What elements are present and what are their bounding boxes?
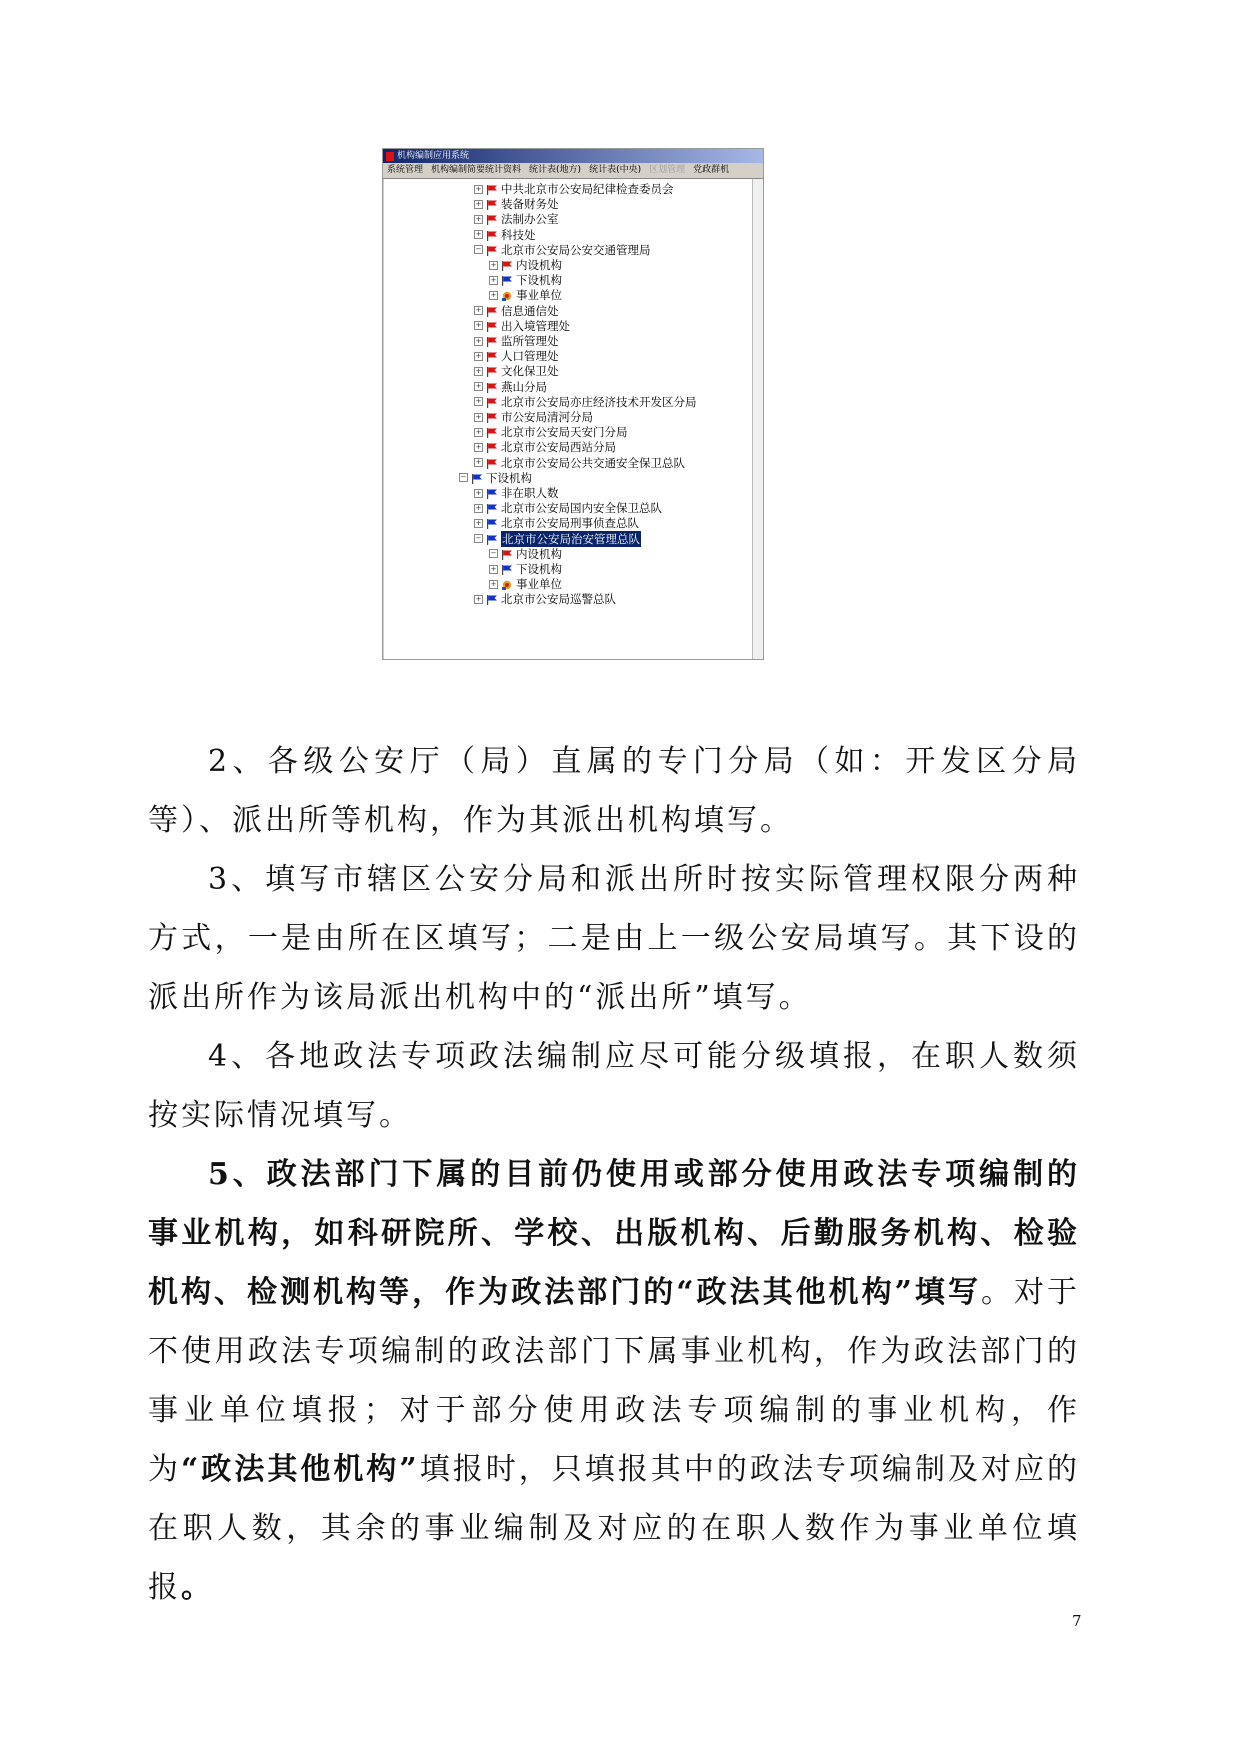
tree-node-label: 下设机构 [486, 470, 532, 485]
expand-icon[interactable]: + [490, 290, 497, 299]
blue-flag-icon [501, 275, 513, 285]
paragraph-5-bold-1: 5、政法部门下属的目前仍使用或部分使用政法专项编制的事业机构，如科研院所、学校、出版机构、后勤服务机构、检验机构、检测机构等，作为政法部门的“政法其他机构”填写 [148, 1157, 1080, 1310]
tree-node[interactable] [474, 439, 616, 455]
expand-icon[interactable]: + [475, 427, 482, 436]
red-flag-icon [486, 458, 498, 468]
tree-node-label: 北京市公安局天安门分局 [501, 425, 628, 440]
expand-icon[interactable]: + [475, 488, 482, 497]
tree-node-label: 市公安局清河分局 [501, 410, 593, 424]
red-flag-icon [486, 336, 498, 346]
expand-icon[interactable]: + [490, 564, 497, 573]
expand-icon[interactable]: + [475, 442, 482, 451]
expand-icon[interactable]: + [475, 518, 482, 527]
collapse-icon[interactable]: − [475, 534, 482, 543]
tree-node[interactable] [474, 409, 593, 425]
expand-icon[interactable]: + [490, 260, 497, 269]
tree-node-label: 北京市公安局治安管理总队 [502, 531, 640, 546]
tree-node[interactable] [474, 303, 559, 319]
red-flag-icon [486, 412, 498, 422]
menu-item[interactable]: 党政群机 [693, 165, 730, 175]
tree-node-label: 北京市公安局公安交通管理局 [501, 242, 651, 257]
paragraph-4-text: 4、各地政法专项政法编制应尽可能分级填报，在职人数须按实际情况填写。 [148, 1039, 1080, 1133]
expand-icon[interactable]: + [475, 382, 482, 391]
blue-flag-icon [501, 564, 513, 574]
expand-icon[interactable]: + [475, 336, 482, 345]
expand-icon[interactable]: + [475, 366, 482, 375]
paragraph-5-bold-2: “政法其他机构” [181, 1452, 420, 1487]
org-tree[interactable] [383, 179, 753, 659]
tree-node[interactable] [474, 379, 547, 395]
tree-node-label: 下设机构 [516, 273, 562, 288]
tree-node-label: 北京市公安局公共交通安全保卫总队 [501, 455, 685, 470]
expand-icon[interactable]: + [475, 306, 482, 315]
tree-node[interactable] [474, 485, 559, 501]
tree-node[interactable] [489, 576, 562, 592]
red-flag-icon [486, 442, 498, 452]
tree-node[interactable] [489, 561, 562, 577]
red-flag-icon [486, 199, 498, 209]
red-flag-icon [486, 245, 498, 255]
blue-flag-icon [486, 594, 498, 604]
tree-node[interactable] [474, 424, 628, 440]
tree-node-label: 内设机构 [516, 546, 562, 561]
tree-node-label: 文化保卫处 [501, 364, 559, 379]
menu-item[interactable]: 机构编制简要统计资料 [431, 165, 522, 175]
tree-node[interactable] [474, 227, 536, 243]
red-flag-icon [486, 351, 498, 361]
tree-node[interactable] [474, 500, 662, 516]
collapse-icon[interactable]: − [490, 549, 497, 558]
menu-item[interactable]: 区划管理 [649, 165, 686, 175]
page-number: 7 [1072, 1612, 1082, 1630]
expand-icon[interactable]: + [475, 321, 482, 330]
tree-node-label: 北京市公安局西站分局 [501, 440, 616, 455]
tree-node[interactable] [489, 546, 562, 562]
tree-node[interactable] [474, 181, 674, 197]
expand-icon[interactable]: + [475, 230, 482, 239]
paragraph-5-bold-3: 。 [181, 1570, 214, 1605]
tree-node-label: 北京市公安局亦庄经济技术开发区分局 [501, 394, 697, 409]
paragraph-5-text-2: 填报时，只填报其中的政法专项编制及对应的在职人数，其余的事业编制及对应的在职人数作为事业单位填报 [148, 1452, 1081, 1605]
app-title: 机构编制应用系统 [397, 151, 470, 161]
tree-node-label: 信息通信处 [501, 303, 559, 318]
red-flag-icon [486, 366, 498, 376]
tree-node-label: 北京市公安局刑事侦查总队 [501, 516, 639, 531]
tree-node[interactable] [474, 363, 559, 379]
tree-node-label: 中共北京市公安局纪律检查委员会 [501, 182, 674, 196]
expand-icon[interactable]: + [490, 275, 497, 284]
expand-icon[interactable]: + [475, 397, 482, 406]
tree-node-label: 监所管理处 [501, 334, 559, 348]
blue-flag-icon [486, 534, 498, 544]
tree-node[interactable] [474, 242, 651, 258]
tree-node-label: 燕山分局 [501, 379, 547, 394]
tree-node[interactable] [474, 591, 616, 607]
tree-node[interactable] [474, 196, 559, 212]
expand-icon[interactable]: + [475, 184, 482, 193]
app-logo-icon [386, 152, 394, 161]
tree-node-label: 内设机构 [516, 258, 562, 272]
tree-node-label: 北京市公安局国内安全保卫总队 [501, 501, 662, 516]
tree-node[interactable] [489, 272, 562, 288]
tree-node[interactable] [474, 455, 685, 471]
tree-node-label: 装备财务处 [501, 197, 559, 212]
expand-icon[interactable]: + [475, 351, 482, 360]
red-flag-icon [486, 397, 498, 407]
expand-icon[interactable]: + [475, 594, 482, 603]
red-flag-icon [486, 230, 498, 240]
menu-item[interactable]: 系统管理 [387, 165, 424, 175]
tree-node-label: 非在职人数 [501, 486, 559, 500]
tree-node[interactable] [474, 348, 559, 364]
tree-node-label: 事业单位 [516, 288, 562, 303]
app-menubar [383, 163, 763, 179]
blue-flag-icon [471, 473, 483, 483]
red-flag-icon [486, 382, 498, 392]
red-flag-icon [501, 549, 513, 559]
paragraph-5 [148, 1145, 1080, 1617]
tree-node[interactable] [474, 531, 641, 547]
blue-flag-icon [486, 488, 498, 498]
tree-node-label: 下设机构 [516, 562, 562, 576]
tree-node-label: 事业单位 [516, 577, 562, 592]
blue-flag-icon [486, 503, 498, 513]
paragraph-5-text-1: 。对于不使用政法专项编制的政法部门下属事业机构，作为政法部门的事业单位填报；对于部分使用政法专项编制的事业机构，作为 [148, 1275, 1081, 1487]
paragraph-2 [148, 732, 1080, 850]
blue-flag-icon [486, 518, 498, 528]
institution-icon [501, 579, 513, 589]
tree-scrollbar[interactable] [752, 179, 763, 659]
app-titlebar [383, 149, 763, 163]
paragraph-2-text: 2、各级公安厅（局）直属的专门分局（如：开发区分局等）、派出所等机构，作为其派出机构填写。 [148, 744, 1080, 838]
expand-icon[interactable]: + [475, 458, 482, 467]
red-flag-icon [501, 260, 513, 270]
red-flag-icon [486, 306, 498, 316]
collapse-icon[interactable]: − [475, 245, 482, 254]
tree-node-label: 科技处 [501, 227, 536, 242]
collapse-icon[interactable]: − [460, 473, 467, 482]
red-flag-icon [486, 214, 498, 224]
expand-icon[interactable]: + [475, 199, 482, 208]
app-screenshot [382, 148, 764, 660]
expand-icon[interactable]: + [475, 412, 482, 421]
tree-node[interactable] [474, 333, 559, 349]
tree-node[interactable] [459, 470, 532, 486]
menu-item[interactable]: 统计表(中央) [589, 165, 642, 175]
red-flag-icon [486, 321, 498, 331]
expand-icon[interactable]: + [490, 579, 497, 588]
red-flag-icon [486, 427, 498, 437]
expand-icon[interactable]: + [475, 214, 482, 223]
tree-node-label: 人口管理处 [501, 349, 559, 364]
red-flag-icon [486, 184, 498, 194]
tree-node-label: 法制办公室 [501, 212, 559, 227]
paragraph-4 [148, 1027, 1080, 1145]
paragraph-3-text: 3、填写市辖区公安分局和派出所时按实际管理权限分两种方式，一是由所在区填写；二是由上一级公安局填写。其下设的派出所作为该局派出机构中的“派出所”填写。 [148, 862, 1080, 1015]
tree-node[interactable] [489, 257, 562, 273]
tree-node-label: 北京市公安局巡警总队 [501, 592, 616, 607]
tree-node[interactable] [474, 515, 639, 531]
tree-node[interactable] [474, 211, 559, 227]
menu-item[interactable]: 统计表(地方) [529, 165, 582, 175]
expand-icon[interactable]: + [475, 503, 482, 512]
tree-node-label: 出入境管理处 [501, 318, 570, 333]
institution-icon [501, 290, 513, 300]
paragraph-3 [148, 850, 1080, 1027]
tree-node[interactable] [474, 318, 570, 334]
tree-node[interactable] [474, 394, 697, 410]
tree-node[interactable] [489, 287, 562, 303]
